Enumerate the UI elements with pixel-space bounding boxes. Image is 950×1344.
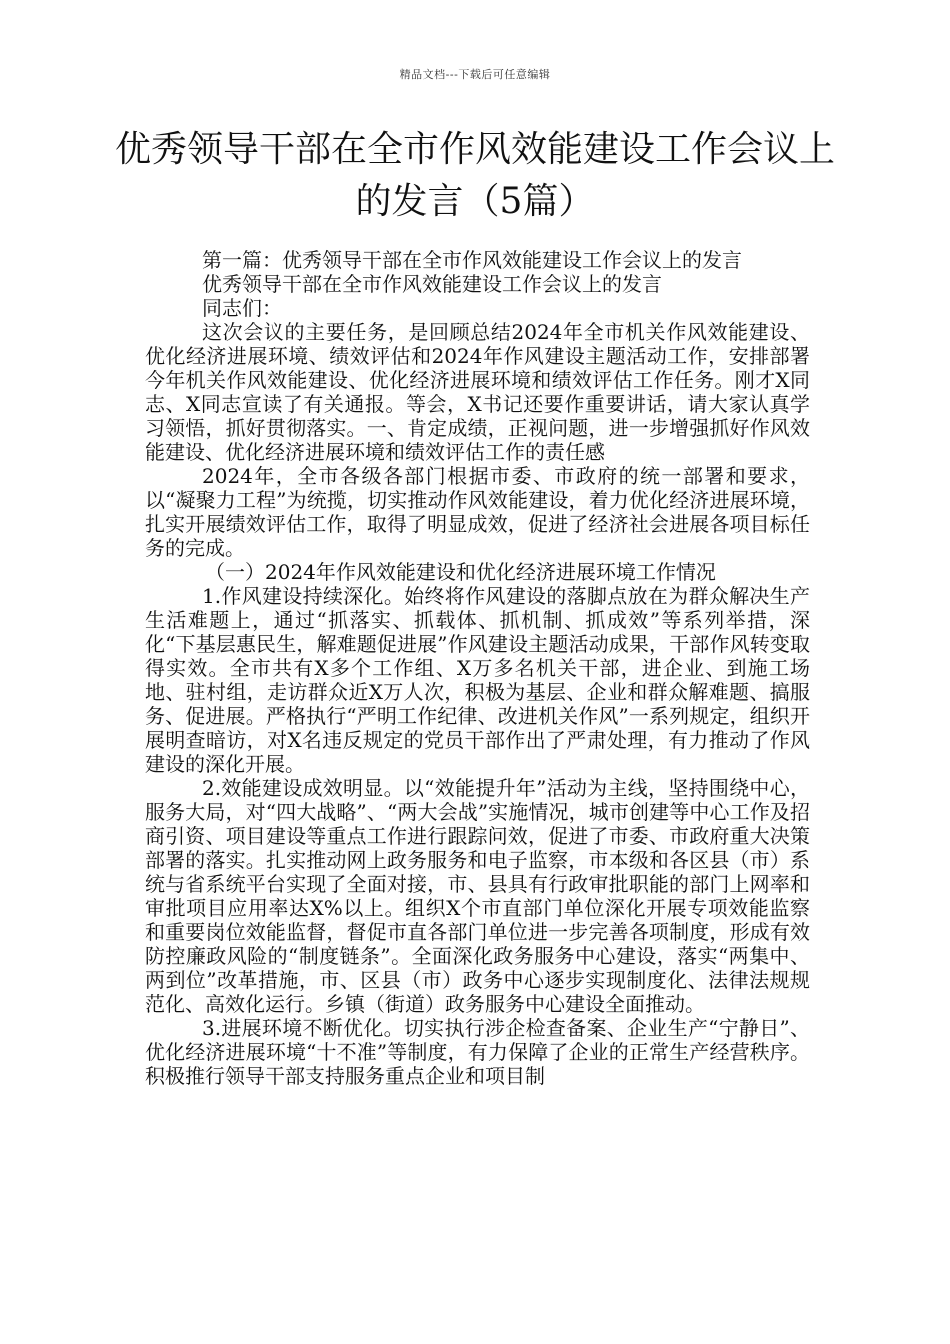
section-heading: 第一篇：优秀领导干部在全市作风效能建设工作会议上的发言 bbox=[202, 248, 742, 272]
body-paragraph: 1.作风建设持续深化。始终将作风建设的落脚点放在为群众解决生产生活难题上，通过“抓落实、抓载体、抓机制、抓成效”等系列举措，深化“下基层惠民生，解难题促进展”作风建设主题活动成果，干部作风转变取得实效。全市共有X多个工作组、X万多名机关干部，进企业、到施工场地、驻村组，走访群众近X万人次，积极为基层、企业和群众解难题、搞服务、促进展。严格执行“严明工作纪律、改进机关作风”一系列规定，组织开展明查暗访，对X名违反规定的党员干部作出了严肃处理，有力推动了作风建设的深化开展。 bbox=[145, 584, 810, 776]
salutation: 同志们： bbox=[202, 296, 282, 320]
subsection-heading: （一）2024年作风效能建设和优化经济进展环境工作情况 bbox=[205, 560, 716, 584]
body-paragraph: 2024年，全市各级各部门根据市委、市政府的统一部署和要求，以“凝聚力工程”为统揽，切实推动作风效能建设，着力优化经济进展环境，扎实开展绩效评估工作，取得了明显成效，促进了经济社会进展各项目标任务的完成。 bbox=[145, 464, 810, 560]
header-note: 精品文档---下载后可任意编辑 bbox=[399, 68, 551, 81]
body-paragraph: 这次会议的主要任务，是回顾总结2024年全市机关作风效能建设、优化经济进展环境、绩效评估和2024年作风建设主题活动工作，安排部署今年机关作风效能建设、优化经济进展环境和绩效评估工作任务。刚才X同志、X同志宣读了有关通报。等会，X书记还要作重要讲话，请大家认真学习领悟，抓好贯彻落实。一、肯定成绩，正视问题，进一步增强抓好作风效能建设、优化经济进展环境和绩效评估工作的责任感 bbox=[145, 320, 810, 464]
speech-title: 优秀领导干部在全市作风效能建设工作会议上的发言 bbox=[202, 272, 662, 296]
body-paragraph: 3.进展环境不断优化。切实执行涉企检查备案、企业生产“宁静日”、优化经济进展环境“十不准”等制度，有力保障了企业的正常生产经营秩序。积极推行领导干部支持服务重点企业和项目制 bbox=[145, 1016, 810, 1088]
document-body bbox=[145, 248, 810, 1088]
document-title: 优秀领导干部在全市作风效能建设工作会议上的发言（5篇） bbox=[114, 129, 835, 222]
body-paragraph: 2.效能建设成效明显。以“效能提升年”活动为主线，坚持围绕中心，服务大局，对“四大战略”、“两大会战”实施情况，城市创建等中心工作及招商引资、项目建设等重点工作进行跟踪问效，促进了市委、市政府重大决策部署的落实。扎实推动网上政务服务和电子监察，市本级和各区县（市）系统与省系统平台实现了全面对接，市、县具有行政审批职能的部门上网率和审批项目应用率达X%以上。组织X个市直部门单位深化开展专项效能监察和重要岗位效能监督，督促市直各部门单位进一步完善各项制度，形成有效防控廉政风险的“制度链条”。全面深化政务服务中心建设，落实“两集中、两到位”改革措施，市、区县（市）政务中心逐步实现制度化、法律法规规范化、高效化运行。乡镇（街道）政务服务中心建设全面推动。 bbox=[145, 776, 810, 1016]
